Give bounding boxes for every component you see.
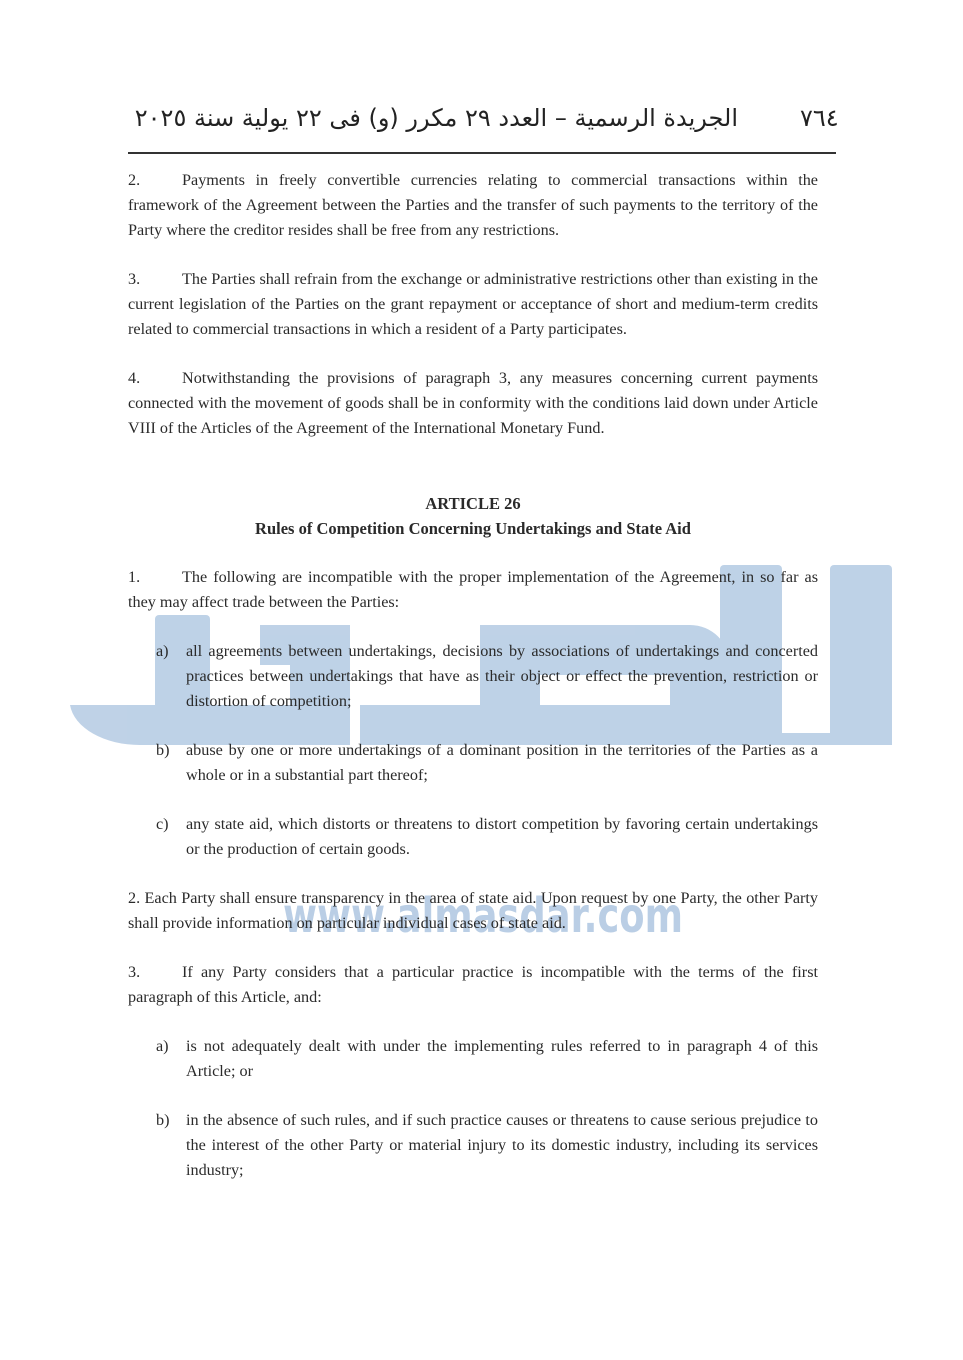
list-item xyxy=(156,1034,818,1084)
paragraph xyxy=(128,960,818,1010)
paragraph xyxy=(128,565,818,615)
list-item-letter: a) xyxy=(156,1037,169,1055)
article-heading: ARTICLE 26 xyxy=(425,494,521,513)
gazette-header xyxy=(128,100,839,154)
list-item-text: is not adequately dealt with under the implementing rules referred to in paragraph 4 of this Article; or xyxy=(186,1037,818,1080)
list-item-text: any state aid, which distorts or threatens to distort competition by favoring certain undertakings or the production of certain goods. xyxy=(186,815,818,858)
paragraph xyxy=(128,366,818,441)
page-number: ٧٦٤ xyxy=(800,104,839,132)
svg-text:www.almasdar.com: www.almasdar.com xyxy=(283,888,683,944)
article-subheading: Rules of Competition Concerning Undertakings and State Aid xyxy=(255,519,691,538)
paragraph-text: If any Party considers that a particular practice is incompatible with the terms of the first paragraph of this Article, and: xyxy=(128,963,818,1006)
paragraph-number: 4. xyxy=(128,369,141,387)
document-body xyxy=(128,164,818,1183)
paragraph xyxy=(128,886,818,936)
paragraph-text: Each Party shall ensure transparency in the area of state aid. Upon request by one Party, the other Party shall provide information on particular individual cases of state aid. xyxy=(128,889,819,932)
list-item xyxy=(156,1108,818,1183)
paragraph xyxy=(128,267,818,342)
list-item-text: abuse by one or more undertakings of a dominant position in the territories of the Parties as a whole or in a substantial part thereof; xyxy=(186,741,818,784)
paragraph-number: 3. xyxy=(128,270,141,288)
paragraph-number: 2. xyxy=(128,889,141,907)
list-item xyxy=(156,812,818,862)
list-item-letter: b) xyxy=(156,1111,170,1129)
paragraph-text: Payments in freely convertible currencies relating to commercial transactions within the framework of the Agreement between the Parties and the transfer of such payments to the territory of the Party where the creditor resides shall be free from any restrictions. xyxy=(128,171,818,239)
list-item-letter: a) xyxy=(156,642,169,660)
list-item-letter: c) xyxy=(156,815,169,833)
gazette-title: الجريدة الرسمية – العدد ٢٩ مكرر (و) فى ٢٢ يولية سنة ٢٠٢٥ xyxy=(134,104,738,132)
paragraph-text: The Parties shall refrain from the exchange or administrative restrictions other than existing in the current legislation of the Parties on the grant repayment or acceptance of short and medium-term credits related to commercial transactions in which a resident of a Party participates. xyxy=(128,270,818,338)
paragraph-number: 1. xyxy=(128,568,141,586)
list-item-letter: b) xyxy=(156,741,170,759)
paragraph xyxy=(128,168,818,243)
paragraph-text: Notwithstanding the provisions of paragraph 3, any measures concerning current payments connected with the movement of goods shall be in conformity with the conditions laid down under Article VIII of the Articles of the Agreement of the International Monetary Fund. xyxy=(128,369,818,437)
list-item-text: all agreements between undertakings, decisions by associations of undertakings and concerted practices between undertakings that have as their object or effect the prevention, restriction or distortion of competition; xyxy=(186,642,818,710)
list-item-text: in the absence of such rules, and if such practice causes or threatens to cause serious prejudice to the interest of the other Party or material injury to its domestic industry, including its services industry; xyxy=(186,1111,818,1179)
list-item xyxy=(156,639,818,714)
paragraph-text: The following are incompatible with the proper implementation of the Agreement, in so far as they may affect trade between the Parties: xyxy=(128,568,818,611)
paragraph-number: 3. xyxy=(128,963,141,981)
list-item xyxy=(156,738,818,788)
paragraph-number: 2. xyxy=(128,171,141,189)
